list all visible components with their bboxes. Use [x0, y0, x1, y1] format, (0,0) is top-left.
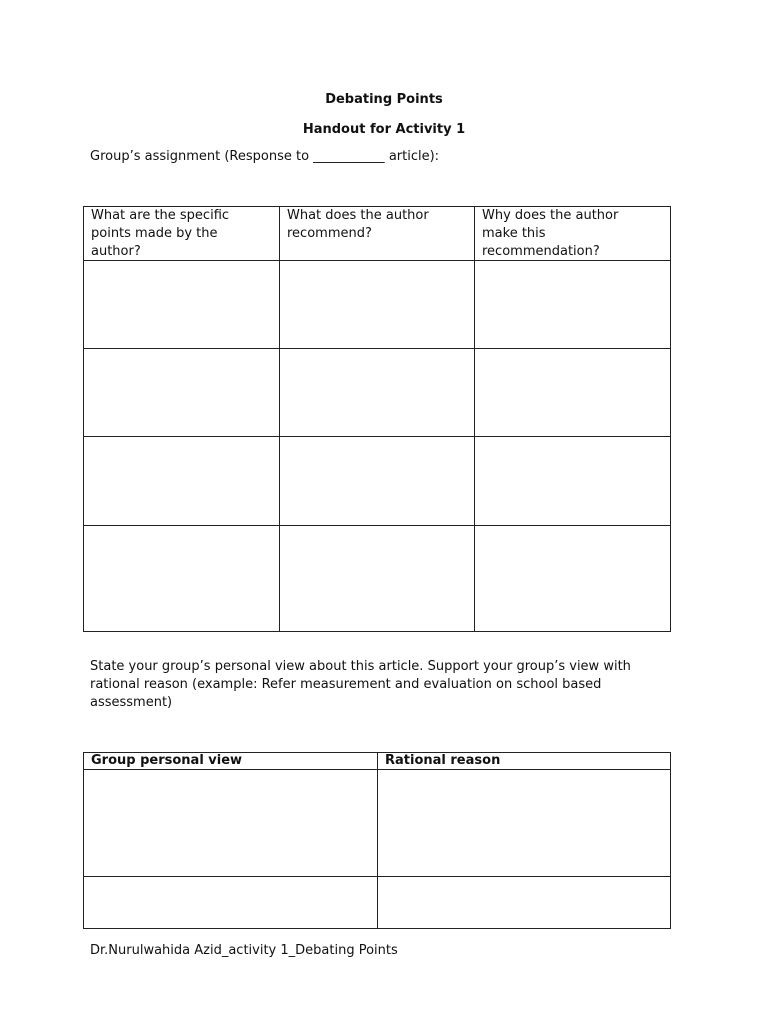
- table-cell: [84, 877, 378, 929]
- table-cell: [475, 526, 671, 632]
- view-table: [83, 752, 671, 929]
- table-cell: [280, 349, 475, 437]
- table-cell: [378, 770, 671, 877]
- document-subtitle: Handout for Activity 1: [302, 122, 466, 137]
- table-cell: [475, 437, 671, 526]
- instructions-paragraph: State your group’s personal view about this article. Support your group’s view with rational reason (example: Refer measurement and evaluation on school based assessment): [90, 659, 631, 710]
- table-header-cell: What does the author recommend?: [280, 207, 475, 261]
- table-cell: [280, 437, 475, 526]
- table-cell: [84, 261, 280, 349]
- table-header-cell: What are the specific points made by the author?: [84, 207, 280, 261]
- table-cell: [475, 349, 671, 437]
- table-cell: [84, 770, 378, 877]
- document-footer: Dr.Nurulwahida Azid_activity 1_Debating Points: [90, 943, 398, 958]
- table-cell: [280, 526, 475, 632]
- table-cell: [378, 877, 671, 929]
- table-header-cell: Group personal view: [84, 753, 378, 770]
- document-title: Debating Points: [325, 92, 443, 107]
- assignment-line: Group’s assignment (Response to ___________ article):: [90, 149, 440, 164]
- table-cell: [84, 437, 280, 526]
- table-cell: [475, 261, 671, 349]
- table-cell: [84, 349, 280, 437]
- table-header-cell: Rational reason: [378, 753, 671, 770]
- table-header-cell: Why does the author make this recommendation?: [475, 207, 671, 261]
- table-cell: [280, 261, 475, 349]
- table-cell: [84, 526, 280, 632]
- points-table: [83, 206, 671, 632]
